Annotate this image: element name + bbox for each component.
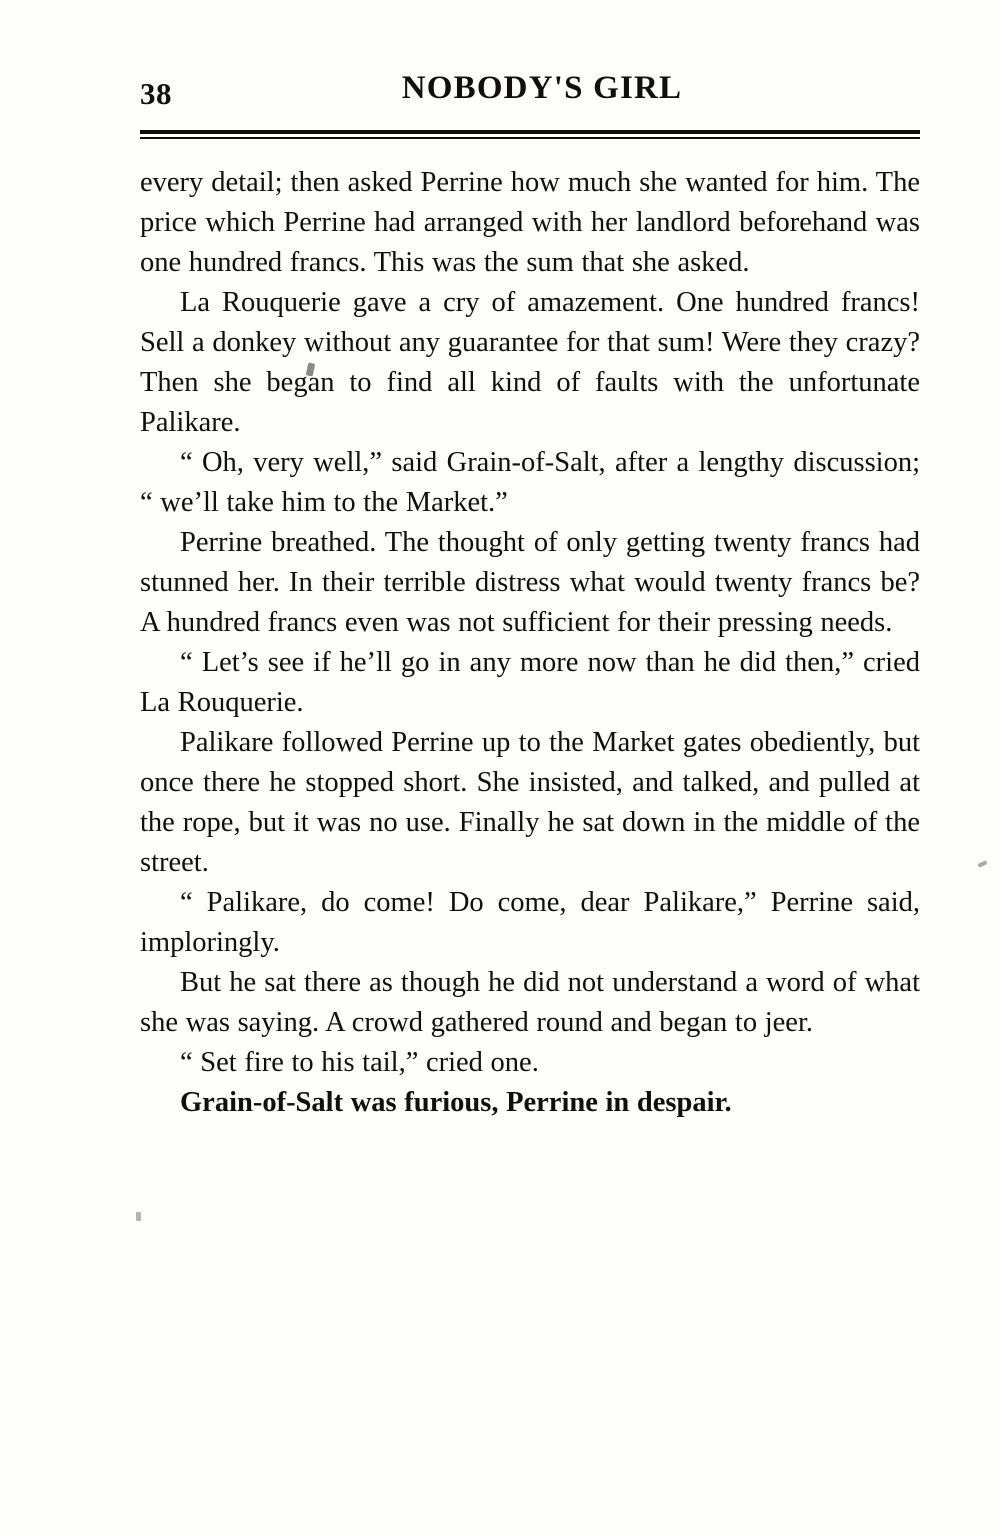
running-title: NOBODY'S GIRL bbox=[401, 70, 683, 106]
paragraph: Grain-of-Salt was furious, Perrine in despair. bbox=[180, 1087, 732, 1118]
header-rule bbox=[140, 130, 920, 139]
paragraph: La Rouquerie gave a cry of amazement. One hundred francs! Sell a donkey without any guarantee for that sum! Were they crazy? Then she began to find all kind of faults with the unfortunate Palikare. bbox=[140, 287, 920, 438]
ink-speck bbox=[136, 1212, 141, 1221]
paragraph: “ Set fire to his tail,” cried one. bbox=[180, 1047, 539, 1078]
paragraph: “ Oh, very well,” said Grain-of-Salt, after a lengthy discussion; “ we’ll take him to the Market.” bbox=[140, 447, 920, 518]
paragraph: Palikare followed Perrine up to the Market gates obediently, but once there he stopped short. She insisted, and talked, and pulled at the rope, but it was no use. Finally he sat down in the middle of the street. bbox=[140, 727, 920, 878]
paragraph: Perrine breathed. The thought of only getting twenty francs had stunned her. In their terrible distress what would twenty francs be? A hundred francs even was not sufficient for their pressing needs. bbox=[140, 527, 920, 638]
paragraph: “ Palikare, do come! Do come, dear Palikare,” Perrine said, imploringly. bbox=[140, 887, 920, 958]
body-text bbox=[140, 163, 920, 1123]
page-content bbox=[140, 70, 920, 1123]
paragraph: But he sat there as though he did not understand a word of what she was saying. A crowd gathered round and began to jeer. bbox=[140, 967, 920, 1038]
page-number: 38 bbox=[140, 76, 172, 111]
ink-speck bbox=[978, 860, 988, 867]
page-header bbox=[140, 70, 920, 126]
paragraph: every detail; then asked Perrine how much she wanted for him. The price which Perrine had arranged with her landlord beforehand was one hundred francs. This was the sum that she asked. bbox=[140, 167, 920, 278]
paragraph: “ Let’s see if he’ll go in any more now than he did then,” cried La Rouquerie. bbox=[140, 647, 920, 718]
